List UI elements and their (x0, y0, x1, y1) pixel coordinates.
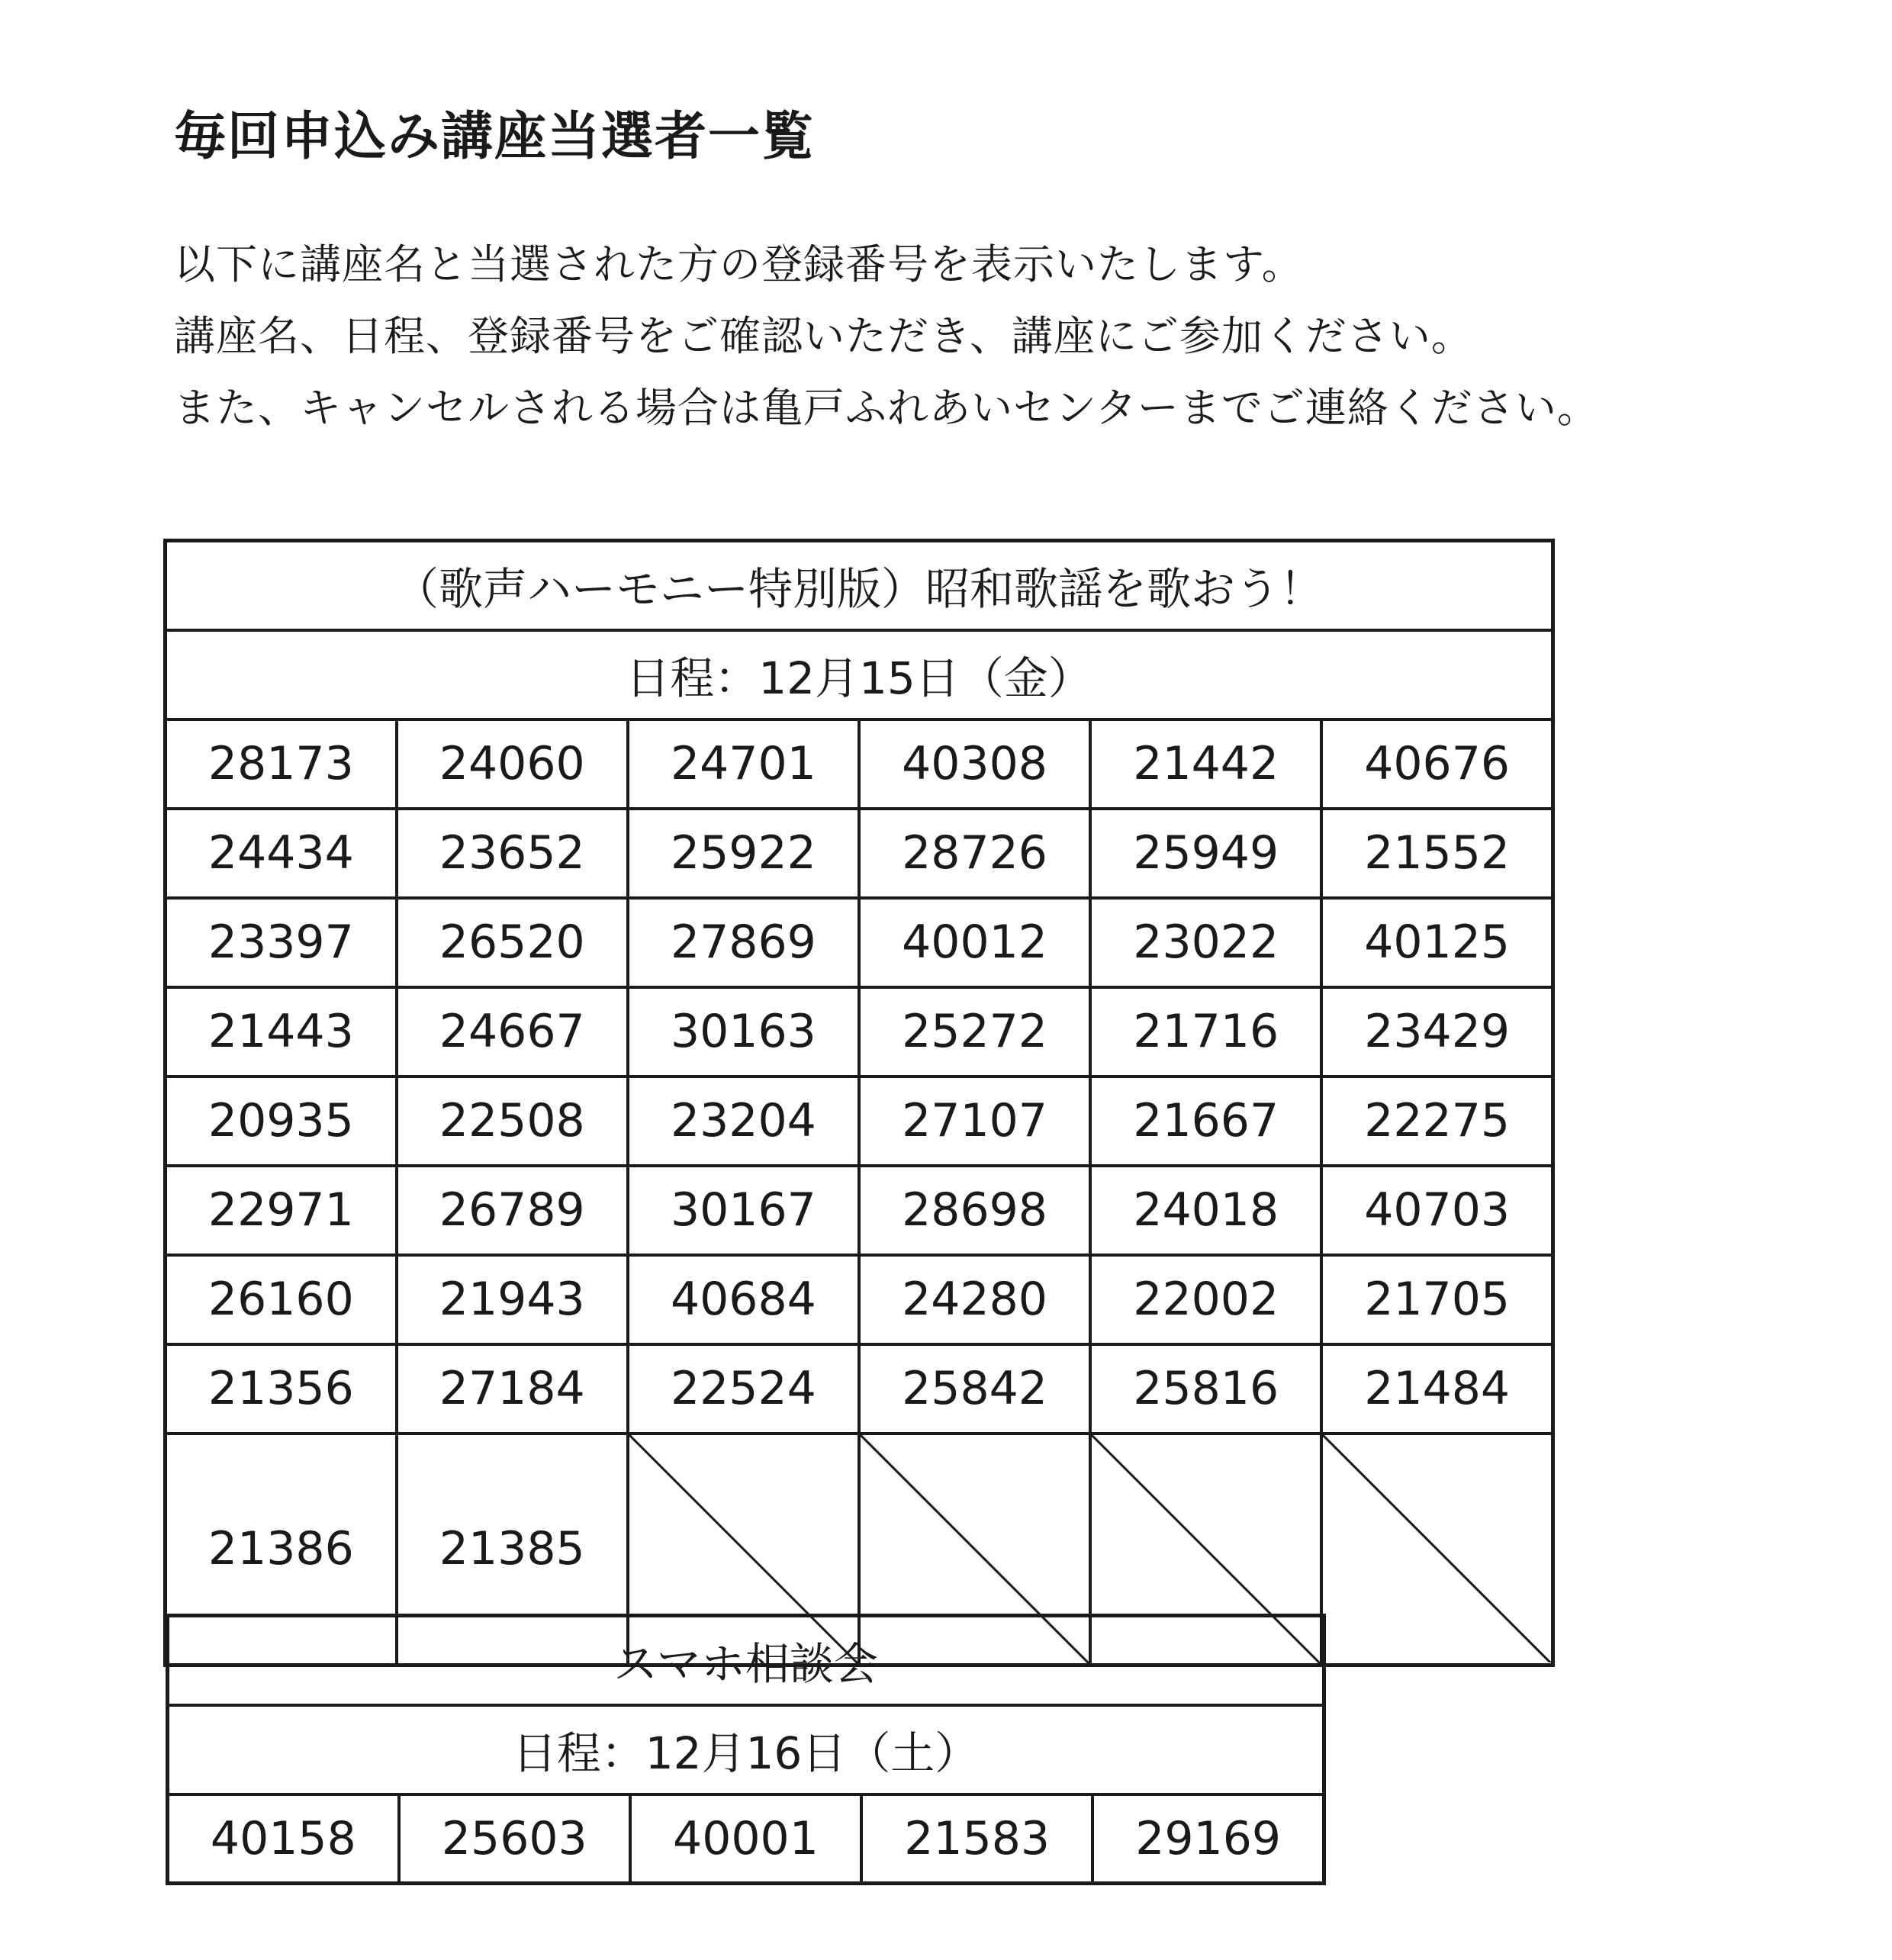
registration-number: 40684 (628, 1255, 859, 1344)
registration-number: 21583 (861, 1794, 1092, 1884)
course-schedule: 日程：12月16日（土） (168, 1705, 1324, 1794)
registration-number: 26160 (166, 1255, 397, 1344)
registration-number: 26520 (397, 898, 628, 987)
registration-number: 23022 (1090, 898, 1321, 987)
registration-number: 23397 (166, 898, 397, 987)
registration-number: 24667 (397, 987, 628, 1077)
registration-number: 27869 (628, 898, 859, 987)
registration-number: 40012 (859, 898, 1090, 987)
registration-number: 21356 (166, 1344, 397, 1434)
registration-number: 30163 (628, 987, 859, 1077)
registration-number: 40158 (168, 1794, 399, 1884)
registration-number: 22971 (166, 1166, 397, 1255)
course-name: スマホ相談会 (168, 1616, 1324, 1705)
course-name-row (168, 1616, 1324, 1705)
registration-number: 25842 (859, 1344, 1090, 1434)
registration-number: 21386 (166, 1434, 397, 1666)
registration-number: 24018 (1090, 1166, 1321, 1255)
registration-number: 40125 (1321, 898, 1553, 987)
winners-table-smartphone (166, 1614, 1326, 1885)
registration-number: 22524 (628, 1344, 859, 1434)
registration-number: 23204 (628, 1077, 859, 1166)
registration-number: 25949 (1090, 809, 1321, 898)
registration-number: 20935 (166, 1077, 397, 1166)
registration-number: 21667 (1090, 1077, 1321, 1166)
registration-number: 24060 (397, 719, 628, 809)
intro-line: また、キャンセルされる場合は亀戸ふれあいセンターまでご連絡ください。 (174, 384, 1599, 432)
registration-number: 24280 (859, 1255, 1090, 1344)
registration-number: 27184 (397, 1344, 628, 1434)
registration-number: 25922 (628, 809, 859, 898)
registration-number: 25272 (859, 987, 1090, 1077)
registration-number: 28726 (859, 809, 1090, 898)
registration-number: 24701 (628, 719, 859, 809)
winners-table-karaoke (163, 539, 1555, 1667)
registration-number: 28173 (166, 719, 397, 809)
registration-number: 21552 (1321, 809, 1553, 898)
registration-number: 25603 (399, 1794, 630, 1884)
table-row (166, 1077, 1553, 1166)
table-row (166, 898, 1553, 987)
intro-line: 講座名、日程、登録番号をご確認いただき、講座にご参加ください。 (174, 312, 1473, 360)
registration-number: 28698 (859, 1166, 1090, 1255)
table-row (166, 809, 1553, 898)
course-date-row (168, 1705, 1324, 1794)
registration-number: 26789 (397, 1166, 628, 1255)
registration-number: 21705 (1321, 1255, 1553, 1344)
table-row (166, 719, 1553, 809)
registration-number: 21484 (1321, 1344, 1553, 1434)
registration-number: 23429 (1321, 987, 1553, 1077)
registration-number: 22275 (1321, 1077, 1553, 1166)
registration-number: 23652 (397, 809, 628, 898)
table-row (166, 1166, 1553, 1255)
registration-number: 21442 (1090, 719, 1321, 809)
empty-cell-slash (1321, 1434, 1553, 1666)
page-title: 毎回申込み講座当選者一覧 (174, 107, 816, 167)
registration-number: 40308 (859, 719, 1090, 809)
intro-text (174, 229, 1599, 444)
table-row (166, 987, 1553, 1077)
registration-number: 27107 (859, 1077, 1090, 1166)
course-schedule: 日程：12月15日（金） (166, 630, 1553, 719)
registration-number: 30167 (628, 1166, 859, 1255)
course-name: （歌声ハーモニー特別版）昭和歌謡を歌おう！ (166, 541, 1553, 630)
table-row (168, 1794, 1324, 1884)
intro-line: 以下に講座名と当選された方の登録番号を表示いたします。 (174, 240, 1304, 288)
table-row (166, 1255, 1553, 1344)
course-date-row (166, 630, 1553, 719)
registration-number: 24434 (166, 809, 397, 898)
registration-number: 25816 (1090, 1344, 1321, 1434)
registration-number: 21443 (166, 987, 397, 1077)
registration-number: 22002 (1090, 1255, 1321, 1344)
registration-number: 40001 (630, 1794, 861, 1884)
registration-number: 21385 (397, 1434, 628, 1666)
registration-number: 40703 (1321, 1166, 1553, 1255)
registration-number: 29169 (1092, 1794, 1324, 1884)
registration-number: 40676 (1321, 719, 1553, 809)
table-row (166, 1344, 1553, 1434)
registration-number: 21716 (1090, 987, 1321, 1077)
registration-number: 21943 (397, 1255, 628, 1344)
course-name-row (166, 541, 1553, 630)
registration-number: 22508 (397, 1077, 628, 1166)
